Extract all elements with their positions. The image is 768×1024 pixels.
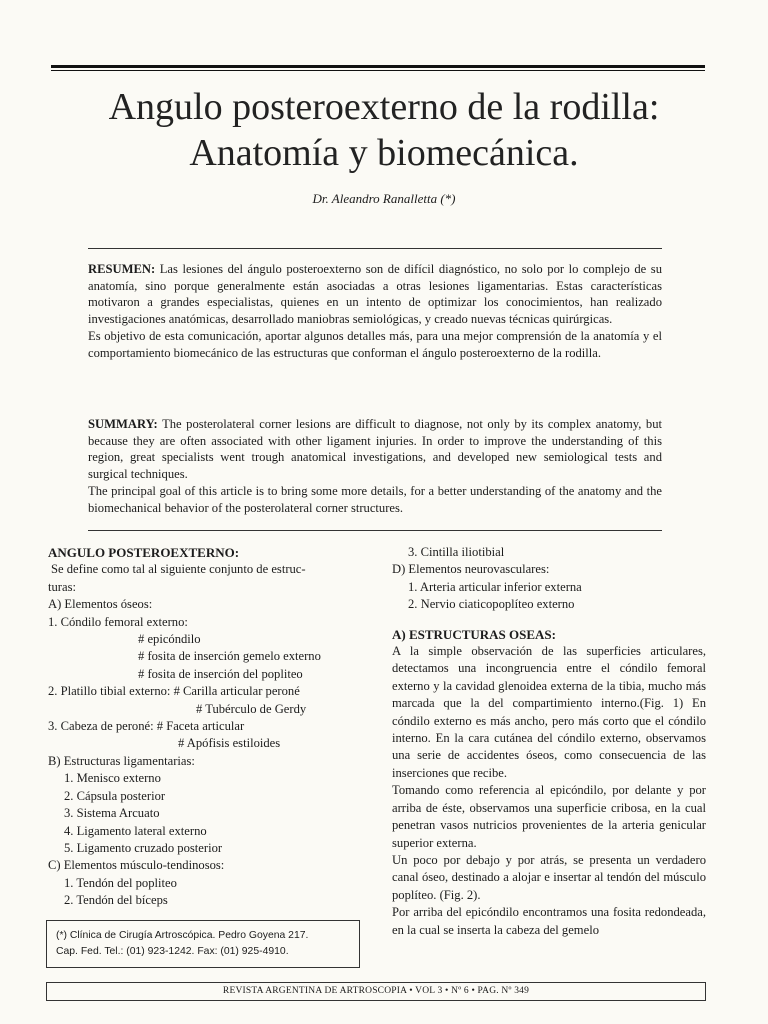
- spacer: [392, 614, 706, 626]
- list-item-b4: 4. Ligamento lateral externo: [64, 823, 207, 838]
- right-column: [392, 544, 706, 939]
- abstract-top-divider: [88, 248, 662, 249]
- list-heading-c: C) Elementos músculo-tendinosos:: [48, 858, 225, 873]
- list-heading-d: D) Elementos neurovasculares:: [392, 562, 550, 577]
- list-subitem-a1-2: # fosita de inserción gemelo externo: [138, 649, 321, 664]
- body-paragraph-3: Un poco por debajo y por atrás, se presenta un verdadero canal óseo, destinado a alojar e insertar al tendón del músculo poplíteo. (Fig. 2).: [392, 852, 706, 902]
- summary-block: [88, 416, 662, 516]
- intro-line-2: turas:: [48, 579, 76, 594]
- summary-text-1: The posterolateral corner lesions are difficult to diagnose, not only by its complex anatomy, but because they are often associated with other ligament injuries. In order to improve the understanding of this region, great specialists went trough anatomical investigations, and developed new semiological tests and surgical techniques.: [88, 417, 663, 482]
- summary-label: SUMMARY:: [88, 417, 158, 431]
- list-item-a1: 1. Cóndilo femoral externo:: [48, 614, 188, 629]
- list-subitem-a1-3: # fosita de inserción del popliteo: [138, 666, 303, 681]
- list-item-c3: 3. Cintilla iliotibial: [408, 545, 505, 559]
- top-rule-thin: [51, 70, 705, 71]
- list-item-b5: 5. Ligamento cruzado posterior: [64, 840, 223, 855]
- top-rule-thick: [51, 65, 705, 68]
- list-item-d1: 1. Arteria articular inferior externa: [408, 579, 582, 594]
- left-column: [48, 544, 368, 910]
- article-title: [40, 84, 728, 176]
- resumen-text-1: Las lesiones del ángulo posteroexterno son de difícil diagnóstico, no solo por lo complejo de su anatomía, sino porque generalmente están asociadas a otras lesiones ligamentarias. Estas características motivaron a grandes especialistas, quienes en un intento de optimizar los conocimientos, han realizado investigaciones anatómicas, desarrollado maniobras semiológicas, y creado nuevas técnicas quirúrgicas.: [88, 262, 662, 327]
- list-item-c1: 1. Tendón del popliteo: [64, 875, 177, 890]
- summary-paragraph-2: The principal goal of this article is to bring some more details, for a better understanding of the anatomy and the biomechanical behavior of the posterolateral corner structures.: [88, 483, 662, 515]
- abstract-bottom-divider: [88, 530, 662, 531]
- list-subitem-a3-1: # Apófisis estiloides: [178, 736, 281, 751]
- resumen-paragraph-2: Es objetivo de esta comunicación, aportar algunos detalles más, para una mejor comprensión de la anatomía y el comportamiento biomecánico de las estructuras que conforman el ángulo posteroexterno de la rodilla.: [88, 328, 662, 360]
- list-item-c2: 2. Tendón del bíceps: [64, 893, 168, 908]
- body-paragraph-4: Por arriba del epicóndilo encontramos una fosita redondeada, en la cual se inserta la cabeza del gemelo: [392, 905, 706, 937]
- body-paragraph-2: Tomando como referencia al epicóndilo, por delante y por arriba de éste, observamos una superficie cribosa, en la cual penetran vasos nutricios provenientes de la arteria genicular superior externa.: [392, 783, 706, 850]
- intro-line-1: Se define como tal al siguiente conjunto de estruc-: [51, 562, 306, 577]
- summary-paragraph-1: [88, 416, 662, 483]
- resumen-label: RESUMEN:: [88, 262, 156, 276]
- author-affiliation-box: [46, 920, 360, 968]
- title-line-1: Angulo posteroexterno de la rodilla:: [108, 86, 660, 128]
- list-heading-b: B) Estructuras ligamentarias:: [48, 753, 195, 768]
- title-line-2: Anatomía y biomecánica.: [189, 132, 579, 174]
- journal-footer: REVISTA ARGENTINA DE ARTROSCOPIA • VOL 3 • Nº 6 • PAG. Nº 349: [46, 982, 706, 1001]
- section-heading-estructuras-oseas: A) ESTRUCTURAS OSEAS:: [392, 626, 556, 642]
- resumen-paragraph-1: [88, 261, 662, 328]
- list-item-b3: 3. Sistema Arcuato: [64, 806, 160, 821]
- list-subitem-a2-1: # Tubérculo de Gerdy: [196, 701, 307, 716]
- list-item-a3: 3. Cabeza de peroné: # Faceta articular: [48, 719, 245, 734]
- list-subitem-a1-1: # epicóndilo: [138, 632, 201, 647]
- list-item-d2: 2. Nervio ciaticopoplíteo externo: [408, 597, 575, 612]
- footnote-line-2: Cap. Fed. Tel.: (01) 923-1242. Fax: (01) 925-4910.: [56, 946, 289, 957]
- list-item-b1: 1. Menisco externo: [64, 771, 161, 786]
- list-item-a2: 2. Platillo tibial externo: # Carilla articular peroné: [48, 684, 300, 699]
- resumen-block: [88, 261, 662, 361]
- author-line: Dr. Aleandro Ranalletta (*): [312, 191, 456, 206]
- footnote-line-1: (*) Clínica de Cirugía Artroscópica. Pedro Goyena 217.: [56, 930, 309, 941]
- list-item-b2: 2. Cápsula posterior: [64, 788, 166, 803]
- section-heading-angulo: ANGULO POSTEROEXTERNO:: [48, 545, 240, 560]
- list-heading-a: A) Elementos óseos:: [48, 597, 153, 612]
- body-paragraph-1: A la simple observación de las superficies articulares, detectamos una incongruencia entre el cóndilo femoral externo y la cavidad glenoidea externa de la tibia, mucho más marcada que la del compartimiento interno.(Fig. 1) En cóndilo externo es más ancho, pero más corto que el cóndilo interno. En la cara cutánea del cóndilo externo, observamos una serie de accidentes óseos, como consecuencia de las inserciones que recibe.: [392, 644, 706, 780]
